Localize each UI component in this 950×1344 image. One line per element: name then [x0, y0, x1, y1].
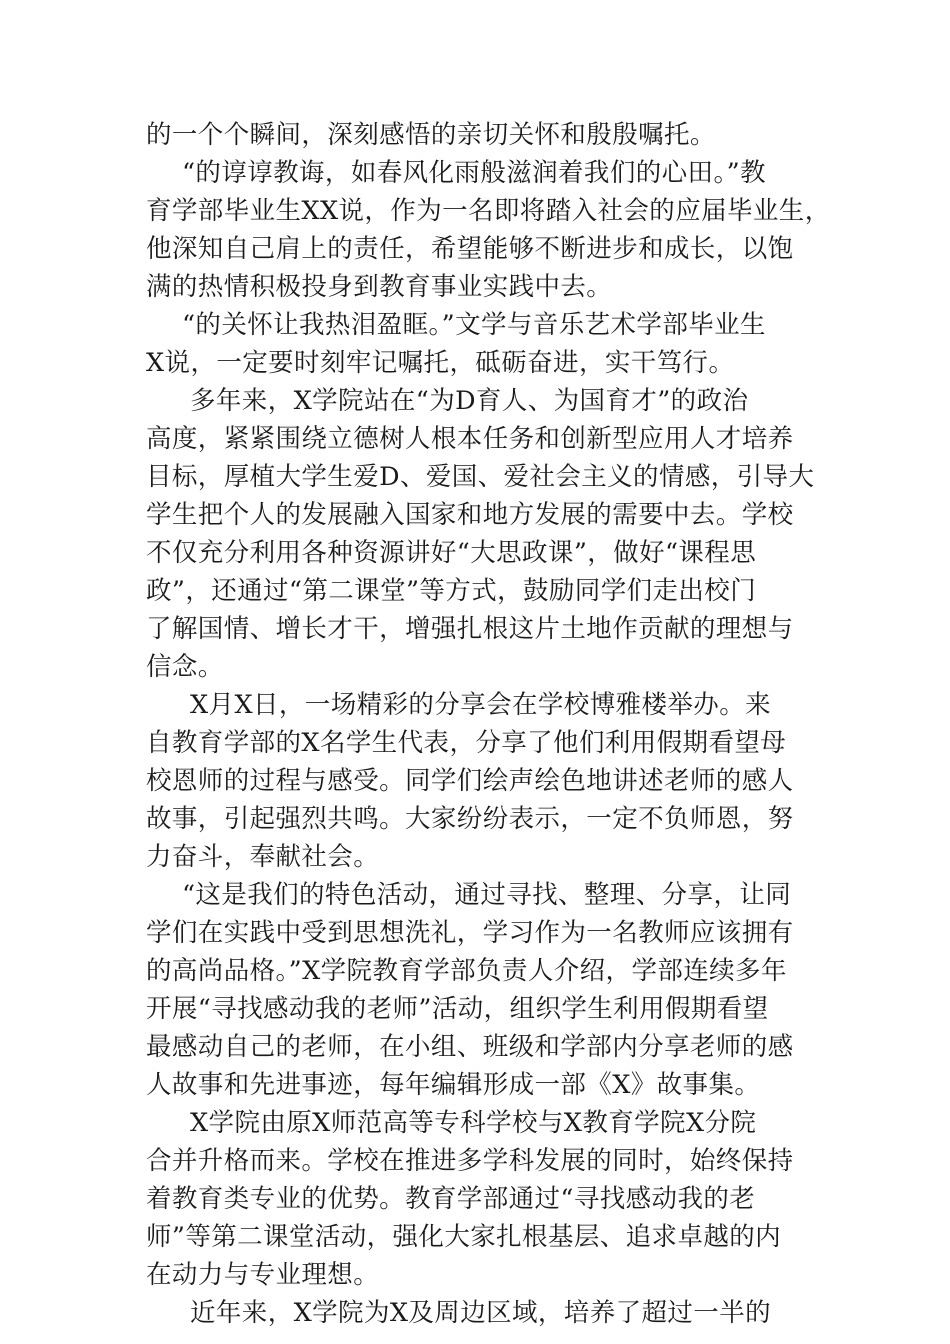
- text-line: 高度，紧紧围绕立德树人根本任务和创新型应用人才培养: [146, 424, 794, 454]
- text-line: 多年来，X学院站在“为D育人、为国育才”的政治: [190, 386, 749, 416]
- text-line: 校恩师的过程与感受。同学们绘声绘色地讲述老师的感人: [146, 766, 794, 796]
- text-line: X说，一定要时刻牢记嘱托，砥砺奋进，实干笃行。: [146, 348, 735, 378]
- text-line: 力奋斗，奉献社会。: [146, 842, 380, 872]
- text-line: X月X日，一场精彩的分享会在学校博雅楼举办。来: [190, 690, 772, 720]
- paragraph-6: [146, 876, 806, 1104]
- text-line: 最感动自己的老师，在小组、班级和学部内分享老师的感: [146, 1032, 794, 1062]
- text-line: 不仅充分利用各种资源讲好“大思政课”，做好“课程思: [146, 538, 757, 568]
- text-line: 的高尚品格。”X学院教育学部负责人介绍，学部连续多年: [146, 956, 787, 986]
- text-line: 信念。: [146, 652, 224, 682]
- text-line: 目标，厚植大学生爱D、爱国、爱社会主义的情感，引导大: [146, 462, 815, 492]
- text-line: 近年来，X学院为X及周边区域，培养了超过一半的: [190, 1298, 772, 1328]
- text-line: 自教育学部的X名学生代表，分享了他们利用假期看望母: [146, 728, 787, 758]
- text-line: 故事，引起强烈共鸣。大家纷纷表示，一定不负师恩，努: [146, 804, 794, 834]
- text-line: 学们在实践中受到思想洗礼，学习作为一名教师应该拥有: [146, 918, 794, 948]
- text-line: “的关怀让我热泪盈眶。”文学与音乐艺术学部毕业生: [182, 310, 766, 340]
- text-line: 了解国情、增长才干，增强扎根这片土地作贡献的理想与: [146, 614, 794, 644]
- paragraph-3: [146, 306, 806, 382]
- text-line: “这是我们的特色活动，通过寻找、整理、分享，让同: [182, 880, 792, 910]
- paragraph-4: [146, 382, 815, 686]
- paragraph-1: [146, 116, 806, 154]
- text-line: X学院由原X师范高等专科学校与X教育学院X分院: [190, 1108, 757, 1138]
- text-line: 合并升格而来。学校在推进多学科发展的同时，始终保持: [146, 1146, 794, 1176]
- text-line: 满的热情积极投身到教育事业实践中去。: [146, 272, 613, 302]
- text-line: 政”，还通过“第二课堂”等方式，鼓励同学们走出校门: [146, 576, 757, 606]
- text-line: 学生把个人的发展融入国家和地方发展的需要中去。学校: [146, 500, 794, 530]
- document-body: [146, 116, 831, 1332]
- paragraph-8: [146, 1294, 806, 1332]
- text-line: 育学部毕业生XX说，作为一名即将踏入社会的应届毕业生，: [146, 196, 831, 226]
- text-line: 的一个个瞬间，深刻感悟的亲切关怀和殷殷嘱托。: [146, 120, 716, 150]
- text-line: 在动力与专业理想。: [146, 1260, 380, 1290]
- text-line: 人故事和先进事迹，每年编辑形成一部《X》故事集。: [146, 1070, 761, 1100]
- text-line: 师”等第二课堂活动，强化大家扎根基层、追求卓越的内: [146, 1222, 782, 1252]
- paragraph-5: [146, 686, 806, 876]
- paragraph-7: [146, 1104, 806, 1294]
- text-line: 着教育类专业的优势。教育学部通过“寻找感动我的老: [146, 1184, 756, 1214]
- text-line: 他深知自己肩上的责任，希望能够不断进步和成长，以饱: [146, 234, 794, 264]
- text-line: 开展“寻找感动我的老师”活动，组织学生利用假期看望: [146, 994, 769, 1024]
- paragraph-2: [146, 154, 831, 306]
- text-line: “的谆谆教诲，如春风化雨般滋润着我们的心田。”教: [182, 158, 766, 188]
